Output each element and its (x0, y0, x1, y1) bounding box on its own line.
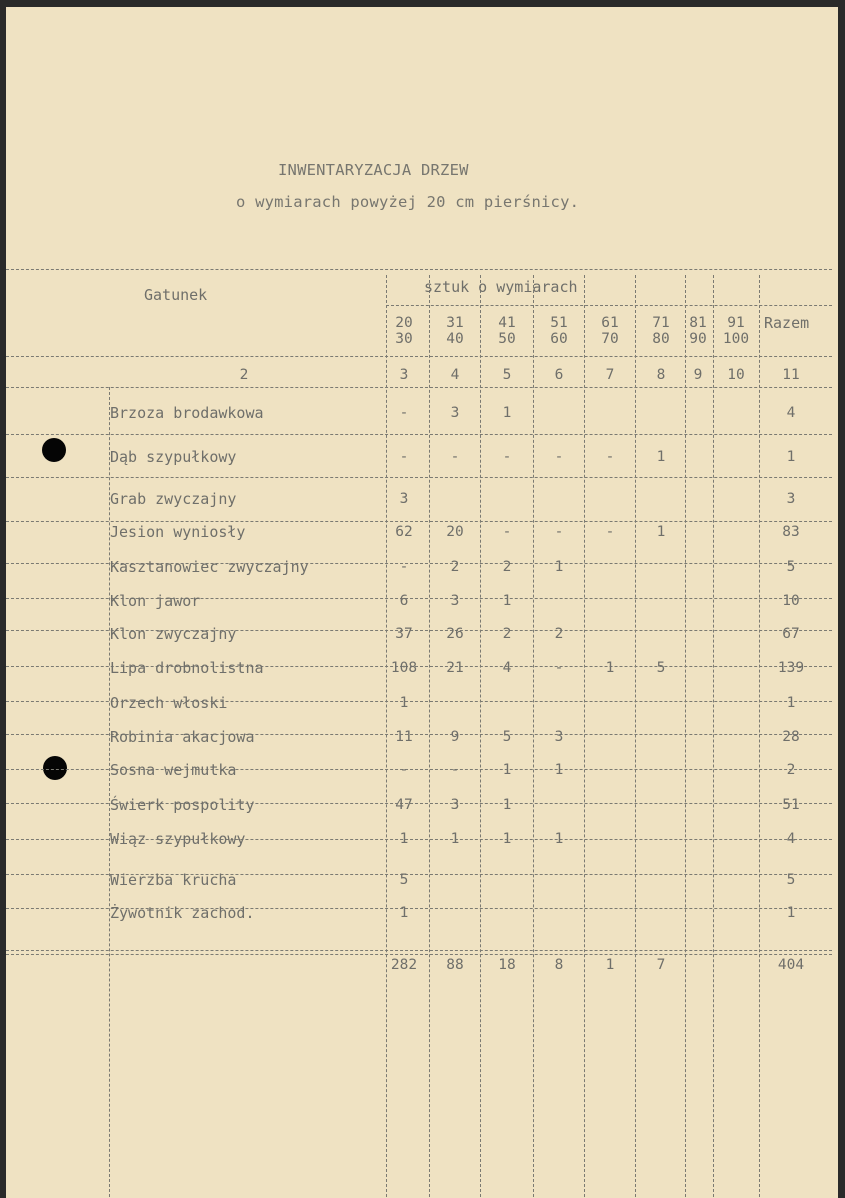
column-rule (685, 275, 686, 1197)
table-cell: 11 (395, 729, 413, 745)
species-name: Klon jawor (110, 592, 201, 610)
table-rule (386, 305, 832, 306)
column-rule (759, 275, 760, 1197)
column-rule (635, 275, 636, 1197)
size-class-bottom: 90 (689, 331, 707, 347)
table-cell: 1 (450, 831, 460, 847)
column-rule (429, 275, 430, 1197)
table-cell: 1 (554, 762, 564, 778)
document-subtitle: o wymiarach powyżej 20 cm pierśnicy. (236, 193, 580, 211)
species-name: Dąb szypułkowy (110, 448, 237, 466)
table-cell: - (605, 524, 615, 540)
column-number: 6 (554, 367, 564, 383)
size-class-top: 71 (652, 315, 670, 331)
table-cell: - (554, 660, 564, 676)
size-class-top: 81 (689, 315, 707, 331)
table-cell: 21 (446, 660, 464, 676)
table-cell: 83 (782, 524, 800, 540)
total-header: Razem (764, 314, 810, 332)
total-cell: 404 (777, 957, 805, 973)
species-name: Lipa drobnolistna (110, 659, 264, 677)
column-rule (480, 275, 481, 1197)
species-name: Świerk pospolity (110, 796, 255, 814)
species-name: Wierzba krucha (110, 871, 237, 889)
table-cell: 3 (450, 405, 460, 421)
size-class-bottom: 70 (601, 331, 619, 347)
table-cell: 6 (399, 593, 409, 609)
species-name: Brzoza brodawkowa (110, 404, 264, 422)
table-cell: - (399, 559, 409, 575)
table-cell: 5 (786, 872, 796, 888)
column-rule (109, 387, 110, 1197)
table-cell: 4 (786, 405, 796, 421)
species-name: Robinia akacjowa (110, 728, 255, 746)
species-name: Sosna wejmutka (110, 761, 237, 779)
total-cell: 18 (498, 957, 516, 973)
table-cell: 1 (502, 797, 512, 813)
table-cell: 1 (502, 405, 512, 421)
size-class-bottom: 40 (446, 331, 464, 347)
table-cell: 5 (786, 559, 796, 575)
table-cell: 3 (399, 491, 409, 507)
size-class-bottom: 80 (652, 331, 670, 347)
table-cell: - (450, 449, 460, 465)
table-rule (6, 954, 832, 955)
table-cell: 2 (786, 762, 796, 778)
table-cell: 10 (782, 593, 800, 609)
table-cell: 4 (502, 660, 512, 676)
table-cell: 26 (446, 626, 464, 642)
table-cell: - (399, 405, 409, 421)
table-cell: - (399, 762, 409, 778)
table-cell: 1 (786, 905, 796, 921)
punch-hole (42, 438, 66, 462)
table-cell: 1 (554, 559, 564, 575)
table-cell: 9 (450, 729, 460, 745)
column-number: 9 (693, 367, 703, 383)
species-name: Klon zwyczajny (110, 625, 237, 643)
total-cell: 7 (656, 957, 666, 973)
table-cell: 1 (502, 762, 512, 778)
column-number: 7 (605, 367, 615, 383)
column-number: 4 (450, 367, 460, 383)
table-cell: 5 (656, 660, 666, 676)
total-cell: 88 (446, 957, 464, 973)
size-class-bottom: 100 (722, 331, 750, 347)
table-cell: 1 (399, 905, 409, 921)
table-cell: 4 (786, 831, 796, 847)
size-class-top: 61 (601, 315, 619, 331)
table-cell: 1 (399, 831, 409, 847)
species-name: Wiąz szypułkowy (110, 830, 246, 848)
document-title: INWENTARYZACJA DRZEW (278, 161, 469, 179)
table-cell: 51 (782, 797, 800, 813)
table-cell: 3 (450, 797, 460, 813)
size-class-top: 51 (550, 315, 568, 331)
species-name: Orzech włoski (110, 694, 228, 712)
column-number: 5 (502, 367, 512, 383)
table-rule (6, 434, 832, 435)
size-class-bottom: 30 (395, 331, 413, 347)
size-group-header: sztuk o wymiarach (424, 278, 578, 296)
table-cell: 62 (395, 524, 413, 540)
column-number: 11 (782, 367, 800, 383)
table-cell: 2 (554, 626, 564, 642)
species-name: Grab zwyczajny (110, 490, 237, 508)
column-number: 2 (239, 367, 249, 383)
table-cell: 20 (446, 524, 464, 540)
table-cell: 1 (786, 449, 796, 465)
table-cell: 3 (450, 593, 460, 609)
table-cell: 28 (782, 729, 800, 745)
size-class-top: 91 (727, 315, 745, 331)
table-rule (6, 477, 832, 478)
species-name: Kasztanowiec zwyczajny (110, 558, 309, 576)
size-class-top: 41 (498, 315, 516, 331)
table-rule (6, 269, 832, 270)
table-cell: 2 (502, 559, 512, 575)
total-cell: 8 (554, 957, 564, 973)
table-cell: 1 (554, 831, 564, 847)
table-rule (6, 356, 832, 357)
column-rule (584, 275, 585, 1197)
column-number: 3 (399, 367, 409, 383)
table-cell: 67 (782, 626, 800, 642)
table-cell: 1 (656, 449, 666, 465)
table-cell: 5 (399, 872, 409, 888)
table-cell: - (450, 762, 460, 778)
size-class-bottom: 50 (498, 331, 516, 347)
punch-hole (43, 756, 67, 780)
table-cell: 1 (656, 524, 666, 540)
table-cell: 2 (502, 626, 512, 642)
species-name: Jesion wyniosły (110, 523, 246, 541)
size-class-top: 31 (446, 315, 464, 331)
column-rule (713, 275, 714, 1197)
table-cell: - (554, 524, 564, 540)
table-cell: - (605, 449, 615, 465)
column-rule (533, 275, 534, 1197)
table-cell: 3 (554, 729, 564, 745)
table-cell: 5 (502, 729, 512, 745)
document-page (6, 7, 838, 1198)
table-cell: - (399, 449, 409, 465)
size-class-top: 20 (395, 315, 413, 331)
total-cell: 1 (605, 957, 615, 973)
table-cell: 47 (395, 797, 413, 813)
total-cell: 282 (390, 957, 418, 973)
column-number: 8 (656, 367, 666, 383)
table-cell: 139 (777, 660, 805, 676)
table-rule (6, 950, 832, 951)
table-cell: 2 (450, 559, 460, 575)
table-cell: 1 (786, 695, 796, 711)
table-cell: 3 (786, 491, 796, 507)
table-cell: 37 (395, 626, 413, 642)
table-cell: - (502, 524, 512, 540)
table-cell: 1 (399, 695, 409, 711)
size-class-bottom: 60 (550, 331, 568, 347)
species-name: Żywotnik zachod. (110, 904, 255, 922)
table-cell: - (554, 449, 564, 465)
table-rule (6, 521, 832, 522)
table-cell: - (502, 449, 512, 465)
table-cell: 1 (502, 593, 512, 609)
table-cell: 1 (605, 660, 615, 676)
table-rule (6, 387, 832, 388)
table-cell: 108 (390, 660, 418, 676)
column-number: 10 (727, 367, 745, 383)
table-cell: 1 (502, 831, 512, 847)
species-header: Gatunek (144, 286, 208, 304)
